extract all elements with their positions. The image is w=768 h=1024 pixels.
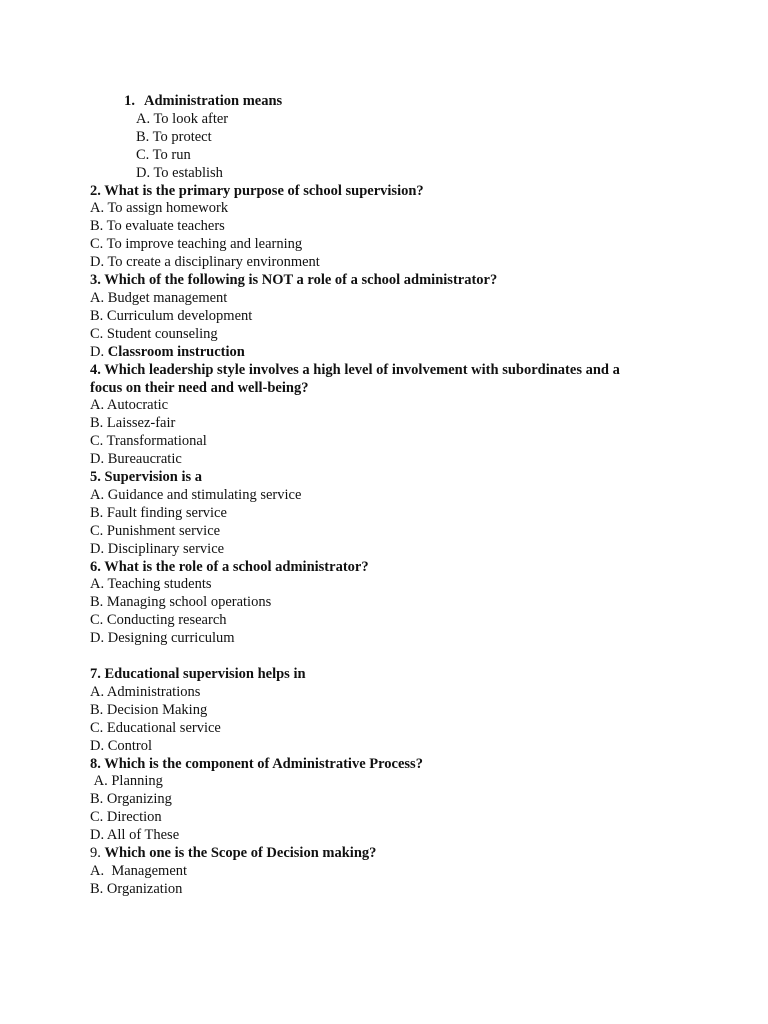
question-2-option-d: D. To create a disciplinary environment xyxy=(90,254,320,271)
question-2-option-b: B. To evaluate teachers xyxy=(90,218,225,235)
question-5-option-b: B. Fault finding service xyxy=(90,504,227,521)
question-5-option-d: D. Disciplinary service xyxy=(90,540,225,557)
question-7-option-d: D. Control xyxy=(90,737,153,754)
question-8-text: 8. Which is the component of Administrative Process? xyxy=(90,755,423,772)
question-4-option-a: A. Autocratic xyxy=(90,397,169,414)
question-5-option-a: A. Guidance and stimulating service xyxy=(90,486,302,503)
question-9-option-b: B. Organization xyxy=(90,880,183,897)
question-3-option-b: B. Curriculum development xyxy=(90,307,253,324)
question-8-option-c: C. Direction xyxy=(90,809,162,826)
question-3-text: 3. Which of the following is NOT a role of a school administrator? xyxy=(90,272,498,289)
question-4-option-b: B. Laissez-fair xyxy=(90,415,176,432)
question-8-option-d: D. All of These xyxy=(90,827,180,844)
question-9-option-a: A. Management xyxy=(90,862,188,879)
question-7-option-b: B. Decision Making xyxy=(90,701,208,718)
question-9 xyxy=(90,845,670,863)
question-7-text: 7. Educational supervision helps in xyxy=(90,665,306,682)
question-1 xyxy=(90,93,670,111)
question-5-text: 5. Supervision is a xyxy=(90,469,202,486)
question-7-option-a: A. Administrations xyxy=(90,683,201,700)
blank-line xyxy=(90,648,670,666)
question-3-option-c: C. Student counseling xyxy=(90,325,218,342)
question-9-text: Which one is the Scope of Decision making? xyxy=(104,845,377,862)
question-1-number: 1. xyxy=(124,93,135,109)
question-3-option-d-prefix: D. xyxy=(90,343,108,360)
question-6-option-b: B. Managing school operations xyxy=(90,594,272,611)
question-4-option-c: C. Transformational xyxy=(90,433,207,450)
question-1-option-a: A. To look after xyxy=(136,110,229,127)
question-4-text-line-1: 4. Which leadership style involves a high level of involvement with subordinates and a xyxy=(90,361,620,378)
question-9-number: 9. xyxy=(90,845,105,862)
question-8-option-a: A. Planning xyxy=(90,773,163,790)
question-8-option-b: B. Organizing xyxy=(90,791,172,808)
question-3-option-d-text: Classroom instruction xyxy=(107,343,245,360)
question-1-text: Administration means xyxy=(144,93,283,109)
question-2-option-a: A. To assign homework xyxy=(90,200,229,217)
question-2-text: 2. What is the primary purpose of school supervision? xyxy=(90,182,424,199)
question-6-option-a: A. Teaching students xyxy=(90,576,212,593)
question-3-option-a: A. Budget management xyxy=(90,289,228,306)
question-1-option-c: C. To run xyxy=(136,146,191,163)
question-1-option-d: D. To establish xyxy=(136,164,223,181)
question-6-option-c: C. Conducting research xyxy=(90,612,227,629)
question-5-option-c: C. Punishment service xyxy=(90,522,221,539)
question-3-option-d xyxy=(90,344,670,362)
question-6-option-d: D. Designing curriculum xyxy=(90,630,235,647)
question-6-text: 6. What is the role of a school administrator? xyxy=(90,558,369,575)
question-list xyxy=(90,93,670,899)
question-7-option-c: C. Educational service xyxy=(90,719,221,736)
question-4-text-line-2: focus on their need and well-being? xyxy=(90,379,309,396)
question-1-option-b: B. To protect xyxy=(136,128,212,145)
question-4-option-d: D. Bureaucratic xyxy=(90,451,182,468)
question-2-option-c: C. To improve teaching and learning xyxy=(90,236,303,253)
